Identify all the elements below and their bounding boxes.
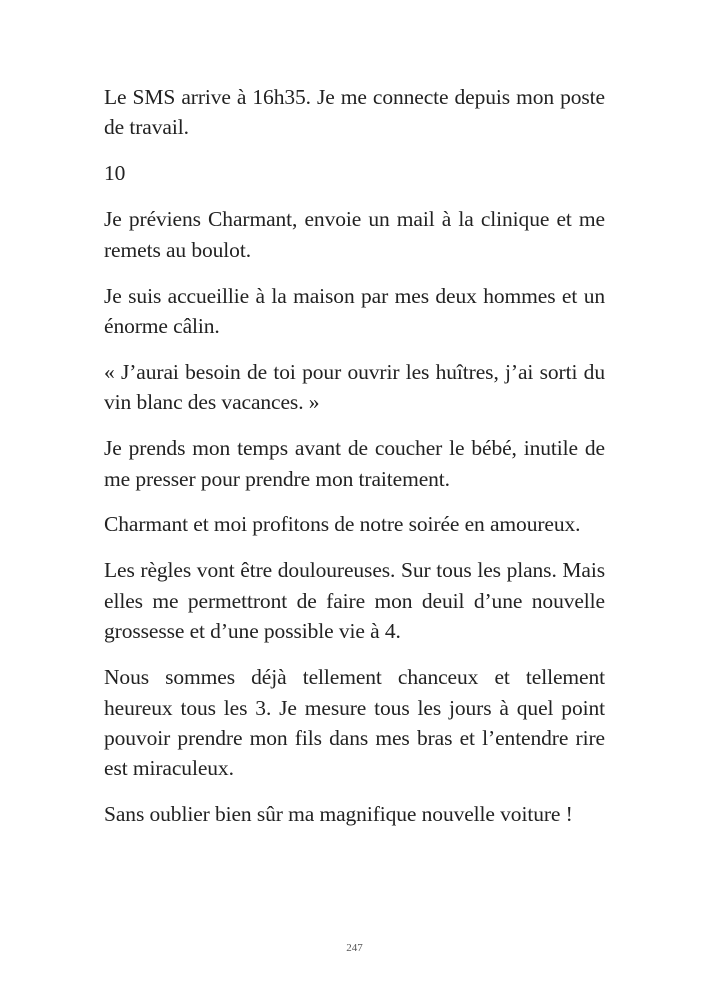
- paragraph-lucky: Nous sommes déjà tellement chanceux et tellement heureux tous les 3. Je mesure tous les jours à quel point pouvoir prendre mon fils dans mes bras et l’entendre rire est miraculeux.: [104, 665, 605, 781]
- paragraph-mourning: Les règles vont être douloureuses. Sur tous les plans. Mais elles me permettront de faire mon deuil d’une nouvelle grossesse et d’une possible vie à 4.: [104, 558, 605, 644]
- paragraph-notify-charmant: Je préviens Charmant, envoie un mail à la clinique et me remets au boulot.: [104, 207, 605, 262]
- page-body-text: [104, 82, 605, 845]
- paragraph-baby-bedtime: Je prends mon temps avant de coucher le bébé, inutile de me presser pour prendre mon traitement.: [104, 436, 605, 491]
- paragraph-welcome-home: Je suis accueillie à la maison par mes deux hommes et un énorme câlin.: [104, 283, 605, 338]
- paragraph-sms-arrival: Le SMS arrive à 16h35. Je me connecte depuis mon poste de travail.: [104, 85, 605, 140]
- paragraph-number-ten: 10: [104, 161, 126, 186]
- page-number: 247: [346, 942, 363, 954]
- paragraph-oysters-quote: « J’aurai besoin de toi pour ouvrir les huîtres, j’ai sorti du vin blanc des vacances. »: [104, 359, 605, 415]
- paragraph-new-car: Sans oublier bien sûr ma magnifique nouvelle voiture !: [104, 802, 573, 827]
- paragraph-evening: Charmant et moi profitons de notre soirée en amoureux.: [104, 512, 581, 537]
